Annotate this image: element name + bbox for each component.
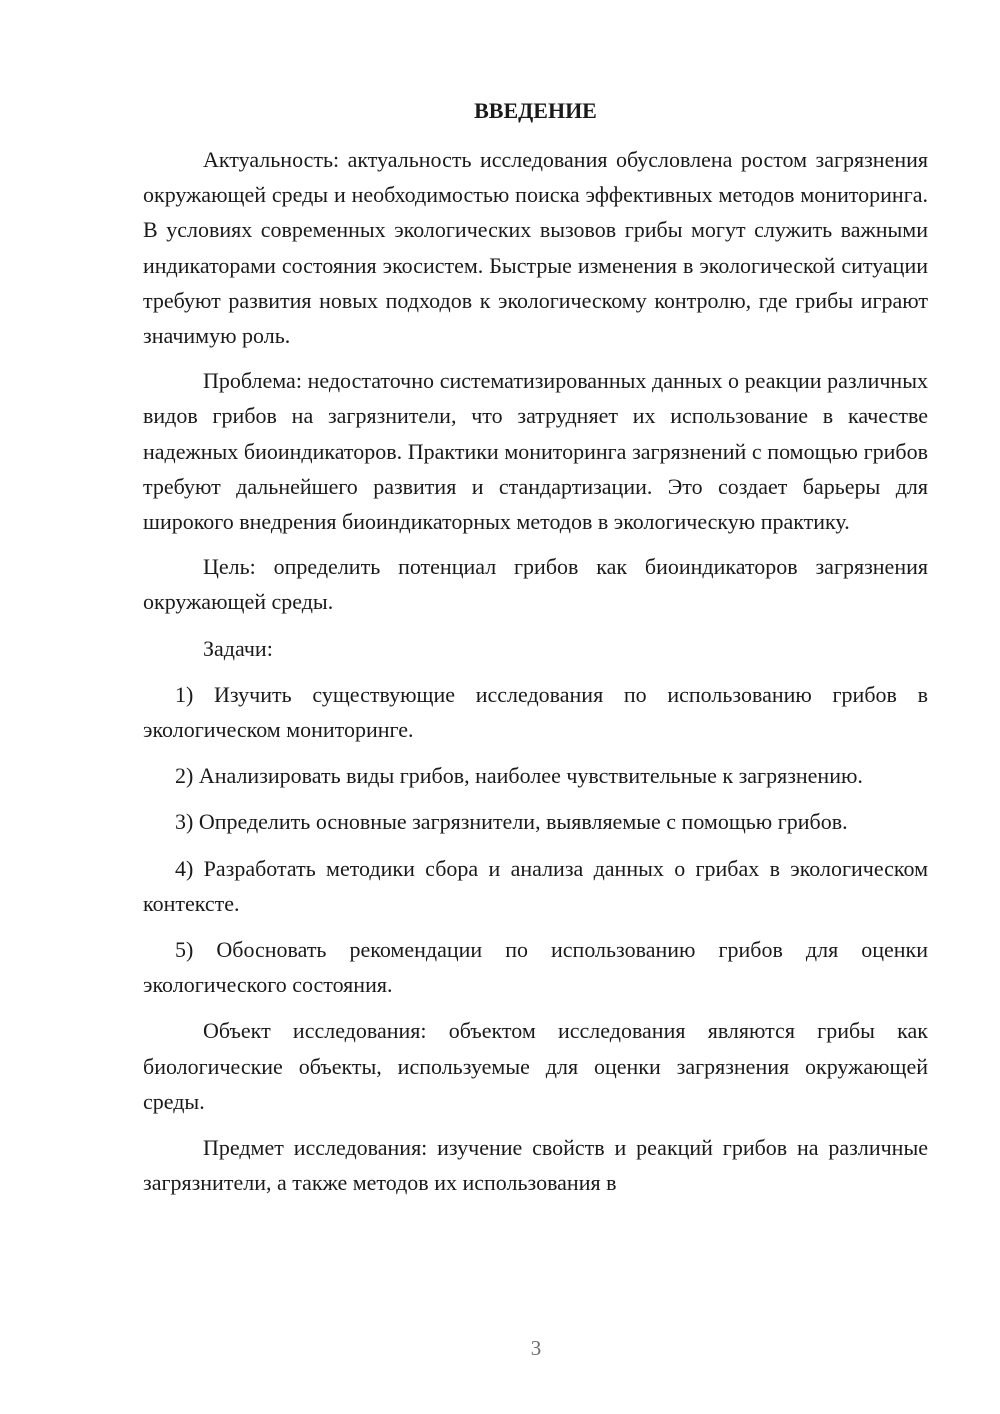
page-title: ВВЕДЕНИЕ xyxy=(474,98,597,123)
task-item-1: 1) Изучить существующие исследования по использованию грибов в экологическом мониторинге. xyxy=(143,681,928,743)
document-body xyxy=(143,142,928,1200)
paragraph-relevance: Актуальность: актуальность исследования обусловлена ростом загрязнения окружающей среды и необходимостью поиска эффективных методов мониторинга. В условиях современных экологических вызовов грибы могут служить важными индикаторами состояния экосистем. Быстрые изменения в экологической ситуации требуют развития новых подходов к экологическому контролю, где грибы играют значимую роль. xyxy=(143,147,928,349)
paragraph-object: Объект исследования: объектом исследования являются грибы как биологические объекты, используемые для оценки загрязнения окружающей среды. xyxy=(143,1018,928,1114)
page-number: 3 xyxy=(530,1336,542,1360)
tasks-heading: Задачи: xyxy=(203,635,273,661)
task-item-2: 2) Анализировать виды грибов, наиболее чувствительные к загрязнению. xyxy=(175,763,863,789)
paragraph-goal: Цель: определить потенциал грибов как биоиндикаторов загрязнения окружающей среды. xyxy=(143,554,928,615)
task-item-3: 3) Определить основные загрязнители, выявляемые с помощью грибов. xyxy=(175,809,848,835)
task-item-5: 5) Обосновать рекомендации по использованию грибов для оценки экологического состояния. xyxy=(143,937,928,998)
paragraph-subject: Предмет исследования: изучение свойств и реакций грибов на различные загрязнители, а также методов их использования в xyxy=(143,1135,928,1196)
paragraph-problem: Проблема: недостаточно систематизированных данных о реакции различных видов грибов на загрязнители, что затрудняет их использование в качестве надежных биоиндикаторов. Практики мониторинга загрязнений с помощью грибов требуют дальнейшего развития и стандартизации. Это создает барьеры для широкого внедрения биоиндикаторных методов в экологическую практику. xyxy=(143,368,928,535)
task-item-4: 4) Разработать методики сбора и анализа данных о грибах в экологическом контексте. xyxy=(143,855,928,916)
